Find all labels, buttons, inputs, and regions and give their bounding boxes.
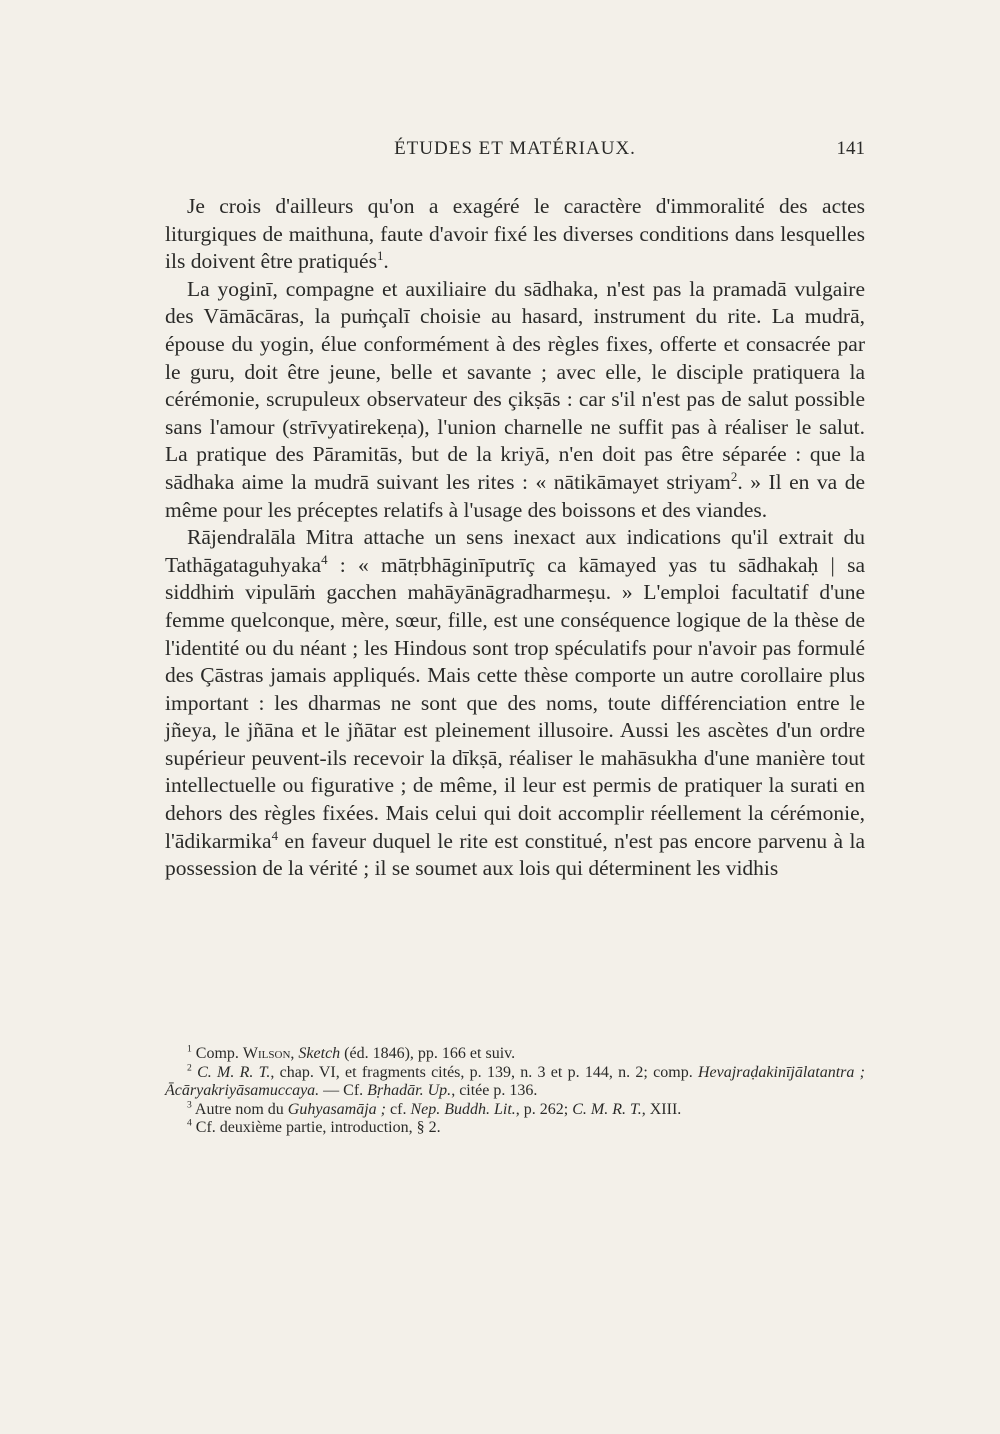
footnotes xyxy=(165,1045,865,1138)
paragraph-1-end: . xyxy=(383,249,389,274)
footnote-ref-1: 1 xyxy=(376,249,384,264)
paragraph-2 xyxy=(165,276,865,524)
footnote-ref-4: 4 xyxy=(271,828,279,843)
footnote-4-number: 4 xyxy=(187,1117,192,1129)
footnote-2 xyxy=(165,1064,865,1101)
page-number: 141 xyxy=(836,138,865,159)
footnote-3-work-d: Nep. Buddh. Lit. xyxy=(410,1100,516,1118)
footnote-1 xyxy=(165,1045,865,1064)
running-header xyxy=(165,138,865,178)
footnote-1-text-b: , xyxy=(290,1045,299,1062)
footnote-4 xyxy=(165,1119,865,1138)
footnote-2-text-f: , citée p. 136. xyxy=(451,1082,538,1099)
footnote-2-work-e: Bṛhadār. Up. xyxy=(367,1082,452,1099)
footnote-3-text-c: cf. xyxy=(386,1100,411,1118)
footnote-1-text: Comp. xyxy=(195,1045,243,1062)
paragraph-3-text-a: Rājendralāla Mitra attache un sens inexact aux indications qu'il extrait du Tathāgataguhyaka xyxy=(165,525,865,577)
main-text xyxy=(165,193,865,883)
footnote-4-text: Cf. deuxième partie, introduction, § 2. xyxy=(195,1119,441,1136)
paragraph-3 xyxy=(165,524,865,883)
footnote-3-work: Guhyasamāja ; xyxy=(287,1100,387,1118)
footnote-3-abbrev: C. M. R. T. xyxy=(572,1100,642,1118)
footnote-3-text-e: , p. 262; xyxy=(515,1100,573,1118)
footnote-1-work: Sketch xyxy=(298,1045,341,1062)
footnote-1-text-c: (éd. 1846), pp. 166 et suiv. xyxy=(340,1045,516,1062)
running-title: ÉTUDES ET MATÉRIAUX. xyxy=(394,138,636,159)
footnote-2-works: Hevajraḍakinījālatantra ; Ācāryakriyāsamuccaya. xyxy=(165,1063,866,1099)
footnote-2-text-d: — Cf. xyxy=(319,1082,368,1099)
footnote-3-text-g: , XIII. xyxy=(641,1100,682,1118)
footnote-2-text: , chap. VI, et fragments cités, p. 139, n. 3 et p. 144, n. 2; comp. xyxy=(270,1063,698,1081)
footnote-2-abbrev: C. M. R. T. xyxy=(197,1063,271,1081)
footnote-ref-3: 4 xyxy=(321,552,328,567)
paragraph-1-text: Je crois d'ailleurs qu'on a exagéré le caractère d'immoralité des actes liturgiques de maithuna, faute d'avoir fixé les diverses conditions dans lesquelles ils doivent être pratiqués xyxy=(165,194,865,274)
footnote-3-number: 3 xyxy=(187,1099,192,1111)
footnote-ref-2: 2 xyxy=(730,469,738,484)
footnote-2-number: 2 xyxy=(187,1062,192,1074)
footnote-3-text: Autre nom du xyxy=(194,1100,288,1118)
footnote-1-author: Wilson xyxy=(242,1045,291,1062)
paragraph-1 xyxy=(165,193,865,276)
paragraph-2-text-b: . » Il en va de même pour les préceptes relatifs à l'usage des boissons et des viandes. xyxy=(165,469,865,522)
paragraph-3-text-b: : « mātṛbhāginīputrīç ca kāmayed yas tu sādhakaḥ | sa siddhiṁ vipulāṁ gacchen mahāyānāgradharmeṣu. » L'emploi facultatif d'une femme quelconque, mère, sœur, fille, est une conséquence logique de la thèse de l'identité ou du néant ; les Hindous sont trop spéculatifs pour n'avoir pas formulé des Çāstras jamais appliqués. Mais cette thèse comporte un autre corollaire plus important : les dharmas ne sont que des noms, toute différenciation entre le jñeya, le jñāna et le jñātar est pleinement illusoire. Aussi les ascètes d'un ordre supérieur peuvent-ils recevoir la dīkṣā, réaliser le mahāsukha d'une manière tout intellectuelle ou figurative ; de même, il leur est permis de pratiquer la surati en dehors des règles fixées. Mais celui qui doit accomplir réellement la cérémonie, l'ādikarmika xyxy=(165,552,865,853)
footnote-3 xyxy=(165,1101,865,1120)
footnote-1-number: 1 xyxy=(187,1043,192,1055)
paragraph-2-text-a: La yoginī, compagne et auxiliaire du sādhaka, n'est pas la pramadā vulgaire des Vāmācāras, la puṁçalī choisie au hasard, instrument du rite. La mudrā, épouse du yogin, élue conformément à des règles fixes, offerte et consacrée par le guru, doit être jeune, belle et savante ; avec elle, le disciple pratiquera la cérémonie, scrupuleux observateur des çikṣās : car s'il n'est pas de salut possible sans l'amour (strīvyatirekeṇa), l'union charnelle ne suffit pas à réaliser le salut. La pratique des Pāramitās, but de la kriyā, n'en doit pas être séparée : que la sādhaka aime la mudrā suivant les rites : « nātikāmayet striyam xyxy=(165,276,865,494)
paragraph-3-text-c: en faveur duquel le rite est constitué, n'est pas encore parvenu à la possession de la vérité ; il se soumet aux lois qui déterminent les vidhis xyxy=(165,828,865,881)
